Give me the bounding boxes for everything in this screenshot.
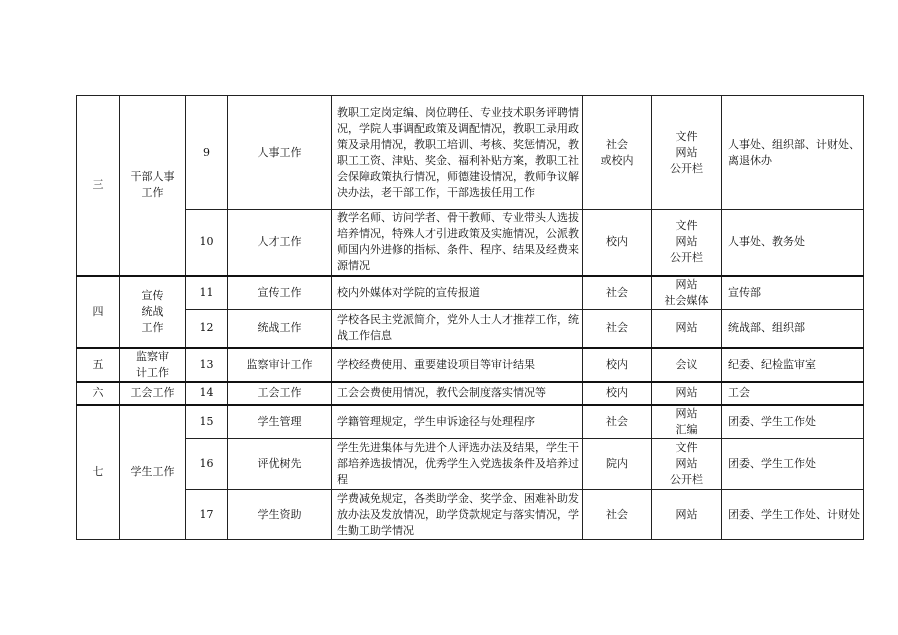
method-cell xyxy=(652,382,722,405)
method-label: 公开栏 xyxy=(670,251,703,265)
disclosure-table xyxy=(76,95,864,540)
item-index: 9 xyxy=(186,96,228,210)
category-label: 计工作 xyxy=(136,365,169,379)
item-content: 学生先进集体与先进个人评选办法及结果，学生干部培养选拔情况，优秀学生入党选拔条件及培养过程 xyxy=(332,439,583,490)
category-cell xyxy=(120,276,186,348)
item-index: 15 xyxy=(186,405,228,439)
item-name: 评优树先 xyxy=(228,439,332,490)
scope-label: 校内 xyxy=(606,386,628,399)
category-label: 统战 xyxy=(141,304,164,318)
method-cell xyxy=(652,210,722,276)
item-name: 监察审计工作 xyxy=(228,348,332,382)
table-row xyxy=(77,348,864,382)
category-cell xyxy=(120,405,186,540)
department-cell: 团委、学生工作处 xyxy=(722,439,864,490)
method-cell xyxy=(652,405,722,439)
table-row xyxy=(77,96,864,210)
item-name: 人才工作 xyxy=(228,210,332,276)
item-index: 14 xyxy=(186,382,228,405)
scope-cell xyxy=(583,348,652,382)
method-label: 文件 xyxy=(675,129,698,143)
method-label: 网站 xyxy=(675,235,698,249)
scope-cell xyxy=(583,276,652,310)
department-cell: 工会 xyxy=(722,382,864,405)
item-index: 11 xyxy=(186,276,228,310)
category-label: 监察审 xyxy=(136,349,169,363)
scope-label: 社会 xyxy=(606,414,628,428)
category-label: 宣传 xyxy=(141,288,164,302)
department-cell: 人事处、组织部、计财处、离退休办 xyxy=(722,96,864,210)
scope-label: 或校内 xyxy=(600,153,634,167)
category-label: 工作 xyxy=(141,320,164,334)
item-content: 教职工定岗定编、岗位聘任、专业技术职务评聘情况，学院人事调配政策及调配情况，教职工录用政策及录用情况，教职工培训、考核、奖惩情况，教职工工资、津贴、奖金、福利补贴方案，教职工社会保障政策执行情况，师德建设情况，教师争议解决办法，老干部工作，干部选拔任用工作 xyxy=(332,96,583,210)
department-cell: 团委、学生工作处、计财处 xyxy=(722,490,864,540)
scope-label: 校内 xyxy=(606,235,628,249)
table-row xyxy=(77,310,864,348)
scope-label: 社会 xyxy=(606,137,628,151)
item-content: 学籍管理规定，学生申诉途径与处理程序 xyxy=(332,405,583,439)
method-label: 文件 xyxy=(675,219,698,233)
item-index: 17 xyxy=(186,490,228,540)
item-name: 人事工作 xyxy=(228,96,332,210)
department-cell: 人事处、教务处 xyxy=(722,210,864,276)
table-row xyxy=(77,405,864,439)
group-number: 三 xyxy=(77,96,120,276)
method-label: 公开栏 xyxy=(670,473,703,486)
item-name: 工会工作 xyxy=(228,382,332,405)
item-name: 学生资助 xyxy=(228,490,332,540)
group-number: 五 xyxy=(77,348,120,382)
scope-cell xyxy=(583,439,652,490)
category-label: 工会工作 xyxy=(130,386,175,399)
table-row xyxy=(77,490,864,540)
category-cell xyxy=(120,348,186,382)
table-row xyxy=(77,439,864,490)
table-row xyxy=(77,382,864,405)
department-cell: 宣传部 xyxy=(722,276,864,310)
method-label: 社会媒体 xyxy=(664,293,709,307)
table-row xyxy=(77,276,864,310)
method-label: 汇编 xyxy=(675,422,698,436)
method-label: 网站 xyxy=(675,386,698,399)
item-content: 教学名师、访问学者、骨干教师、专业带头人选拔培养情况，特殊人才引进政策及实施情况，公派教师国内外进修的指标、条件、程序、结果及经费来源情况 xyxy=(332,210,583,276)
item-index: 16 xyxy=(186,439,228,490)
scope-cell xyxy=(583,96,652,210)
item-content: 工会会费使用情况，教代会制度落实情况等 xyxy=(332,382,583,405)
group-number: 四 xyxy=(77,276,120,348)
method-label: 网站 xyxy=(675,145,698,159)
department-cell: 统战部、组织部 xyxy=(722,310,864,348)
scope-cell xyxy=(583,405,652,439)
item-index: 12 xyxy=(186,310,228,348)
method-label: 网站 xyxy=(675,507,698,521)
item-index: 10 xyxy=(186,210,228,276)
method-cell xyxy=(652,490,722,540)
scope-label: 院内 xyxy=(606,457,628,470)
method-cell xyxy=(652,310,722,348)
group-number: 六 xyxy=(77,382,120,405)
method-label: 文件 xyxy=(675,441,698,454)
item-index: 13 xyxy=(186,348,228,382)
category-cell xyxy=(120,382,186,405)
method-label: 公开栏 xyxy=(670,161,703,175)
item-content: 学费减免规定，各类助学金、奖学金、困难补助发放办法及发放情况，助学贷款规定与落实情况，学生勤工助学情况 xyxy=(332,490,583,540)
method-label: 网站 xyxy=(675,321,698,335)
category-label: 工作 xyxy=(141,186,164,200)
method-cell xyxy=(652,348,722,382)
scope-label: 社会 xyxy=(606,285,628,299)
scope-label: 校内 xyxy=(606,357,628,371)
item-content: 校内外媒体对学院的宣传报道 xyxy=(332,276,583,310)
item-name: 宣传工作 xyxy=(228,276,332,310)
scope-cell xyxy=(583,210,652,276)
item-content: 学校各民主党派简介，党外人士人才推荐工作，统战工作信息 xyxy=(332,310,583,348)
method-cell xyxy=(652,96,722,210)
department-cell: 团委、学生工作处 xyxy=(722,405,864,439)
method-label: 网站 xyxy=(675,277,698,291)
scope-cell xyxy=(583,310,652,348)
table-row xyxy=(77,210,864,276)
method-label: 网站 xyxy=(675,406,698,420)
method-cell xyxy=(652,276,722,310)
method-cell xyxy=(652,439,722,490)
group-number: 七 xyxy=(77,405,120,540)
item-content: 学校经费使用、重要建设项目等审计结果 xyxy=(332,348,583,382)
department-cell: 纪委、纪检监审室 xyxy=(722,348,864,382)
scope-cell xyxy=(583,382,652,405)
scope-label: 社会 xyxy=(606,507,628,521)
scope-label: 社会 xyxy=(606,321,628,335)
category-cell xyxy=(120,96,186,276)
item-name: 统战工作 xyxy=(228,310,332,348)
method-label: 会议 xyxy=(675,357,698,371)
item-name: 学生管理 xyxy=(228,405,332,439)
category-label: 学生工作 xyxy=(130,465,175,479)
method-label: 网站 xyxy=(675,457,698,470)
scope-cell xyxy=(583,490,652,540)
category-label: 干部人事 xyxy=(130,170,175,184)
